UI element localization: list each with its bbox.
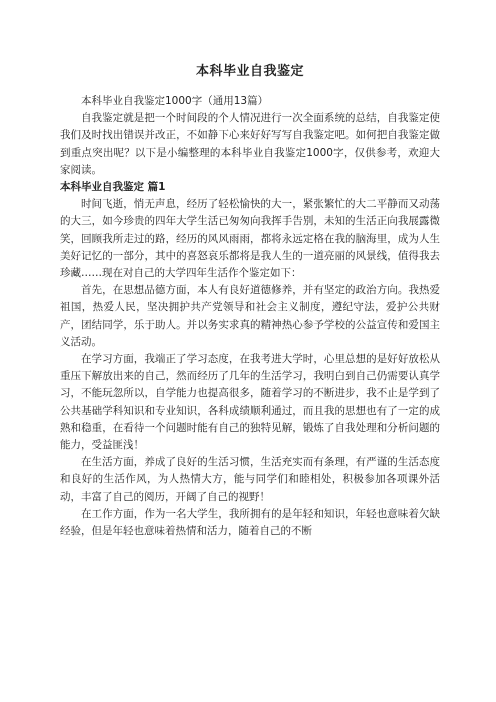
body-paragraph: 首先，在思想品德方面，本人有良好道德修养，并有坚定的政治方向。我热爱祖国，热爱人民，坚决拥护共产党领导和社会主义制度，遵纪守法，爱护公共财产，团结同学，乐于助人。并以务实求真的精神热心参予学校的公益宣传和爱国主义活动。 [60,284,440,348]
body-paragraph: 在工作方面，作为一名大学生，我所拥有的是年轻和知识，年轻也意味着欠缺经验，但是年轻也意味着热情和活力，随着自己的不断 [60,507,440,538]
intro-paragraph: 自我鉴定就是把一个时间段的个人情况进行一次全面系统的总结，自我鉴定使我们及时找出错误并改正，不如静下心来好好写写自我鉴定吧。如何把自我鉴定做到重点突出呢？以下是小编整理的本科毕业自我鉴定1000字，仅供参考，欢迎大家阅读。 [60,112,440,176]
intro-line: 本科毕业自我鉴定1000字（通用13篇） [81,95,269,107]
section-heading: 本科毕业自我鉴定 篇1 [60,181,166,194]
body-paragraph: 在生活方面，养成了良好的生活习惯，生活充实而有条理，有严谨的生活态度和良好的生活作风，为人热情大方，能与同学们和睦相处，积极参加各项课外活动，丰富了自己的阅历，开阔了自己的视野！ [60,456,440,503]
body-paragraph: 在学习方面，我端正了学习态度，在我考进大学时，心里总想的是好好放松从重压下解放出来的自己，然而经历了几年的生活学习，我明白到自己仍需要认真学习，不能玩忽所以，自学能力也提高很多，随着学习的不断进步，我不止是学到了公共基础学科知识和专业知识，各科成绩顺利通过，而且我的思想也有了一定的成熟和稳重，在看待一个问题时能有自己的独特见解，锻炼了自我处理和分析问题的能力，受益匪浅！ [60,353,440,452]
body-paragraph: 时间飞逝，悄无声息，经历了轻松愉快的大一，紧张繁忙的大二平静而又动荡的大三，如今珍贵的四年大学生活已匆匆向我挥手告别，未知的生活正向我展露微笑，回顾我所走过的路，经历的风风雨雨，都将永远定格在我的脑海里，成为人生美好记忆的一部分，其中的喜怒哀乐都将是我人生的一道亮丽的风景线，值得我去珍藏……现在对自己的大学四年生活作个鉴定如下： [60,198,440,280]
document-title: 本科毕业自我鉴定 [195,64,304,79]
